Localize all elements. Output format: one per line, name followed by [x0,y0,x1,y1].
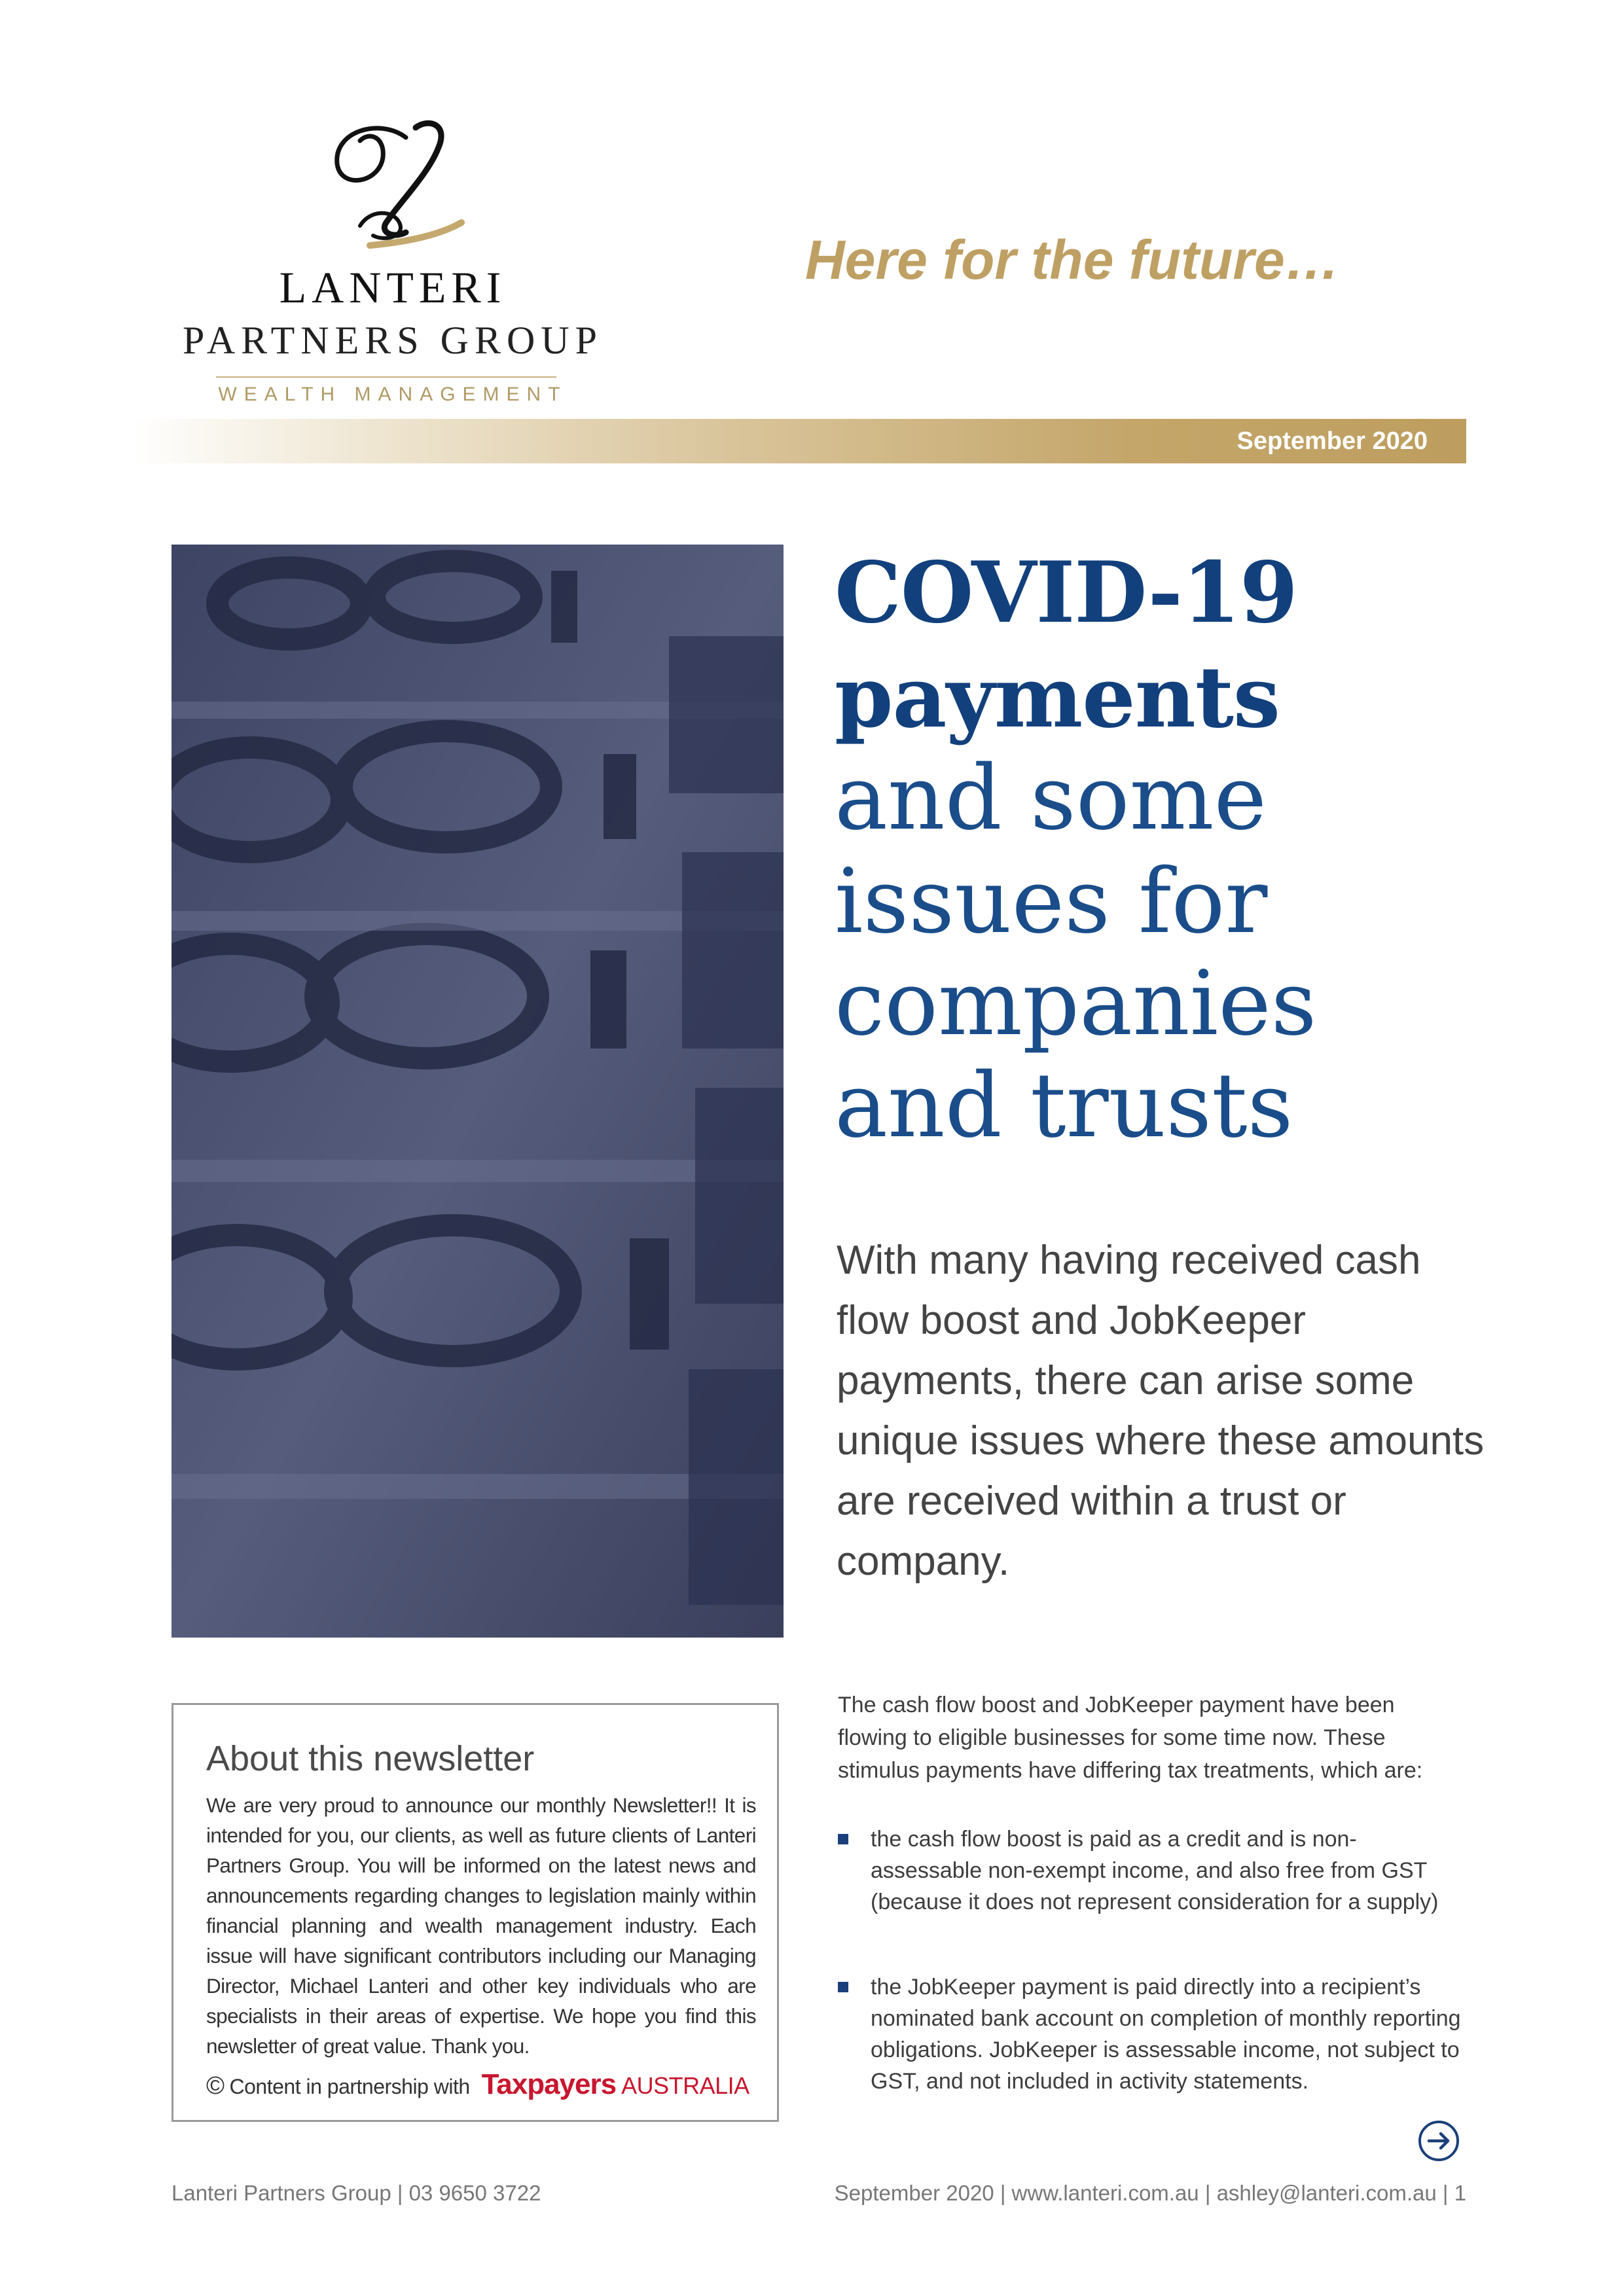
list-item-text: the JobKeeper payment is paid directly into a recipient’s nominated bank account on completion of monthly reporting obligations. JobKeeper is assessable income, not subject to GST, and not included in activity statements. [871,1975,1461,2094]
banknotes-photo [171,545,784,1638]
headline-line-5: companies [835,952,1317,1056]
headline-line-2: payments [835,649,1280,747]
credit-text: Content in partnership with [229,2075,470,2098]
copyright-icon: © [206,2072,225,2100]
footer-page-info: September 2020 | www.lanteri.com.au | ashley@lanteri.com.au | 1 [834,2181,1466,2205]
body-paragraph: The cash flow boost and JobKeeper payment have been flowing to eligible businesses for some time now. These stimulus payments have differing tax treatments, which are: [838,1693,1423,1783]
headline-line-6: and trusts [835,1054,1293,1158]
square-bullet-icon [838,1982,848,1992]
headline-line-3: and some [835,747,1267,850]
about-title: About this newsletter [206,1739,535,1778]
headline-line-1: COVID-19 [835,544,1297,642]
partner-country: AUSTRALIA [621,2072,749,2099]
about-text: We are very proud to announce our monthly Newsletter!! It is intended for you, our clients, as well as future clients of Lanteri Partners Group. You will be informed on the latest news and announcements regarding changes to legislation mainly within financial planning and wealth management industry. Each issue will have significant contributors including our Managing Director, Michael Lanteri and other key individuals who are specialists in their areas of expertise. We hope you find this newsletter of great value. Thank you. [206,1793,756,2058]
logo-name: LANTERI [279,262,507,312]
logo-tagline: WEALTH MANAGEMENT [218,384,568,405]
logo-divider [216,376,556,378]
partner-credit [206,2070,749,2099]
logo-subtitle: PARTNERS GROUP [182,319,603,362]
intro-paragraph: With many having received cash flow boost and JobKeeper payments, there can arise some unique issues where these amounts are received within a trust or company. [837,1238,1485,1584]
partner-brand-logo: Taxpayers [481,2068,617,2100]
logo-monogram-icon [308,111,478,262]
list-item-text: the cash flow boost is paid as a credit and is non-assessable non-exempt income, and also free from GST (because it does not represent consideration for a supply) [871,1827,1439,1914]
slogan: Here for the future… [805,229,1340,291]
issue-date: September 2020 [1236,427,1428,455]
square-bullet-icon [838,1834,848,1844]
footer-contact: Lanteri Partners Group | 03 9650 3722 [171,2181,541,2205]
headline-line-4: issues for [835,850,1268,954]
arrow-right-circle-icon[interactable] [1417,2119,1460,2162]
about-newsletter-box [171,1703,779,2122]
